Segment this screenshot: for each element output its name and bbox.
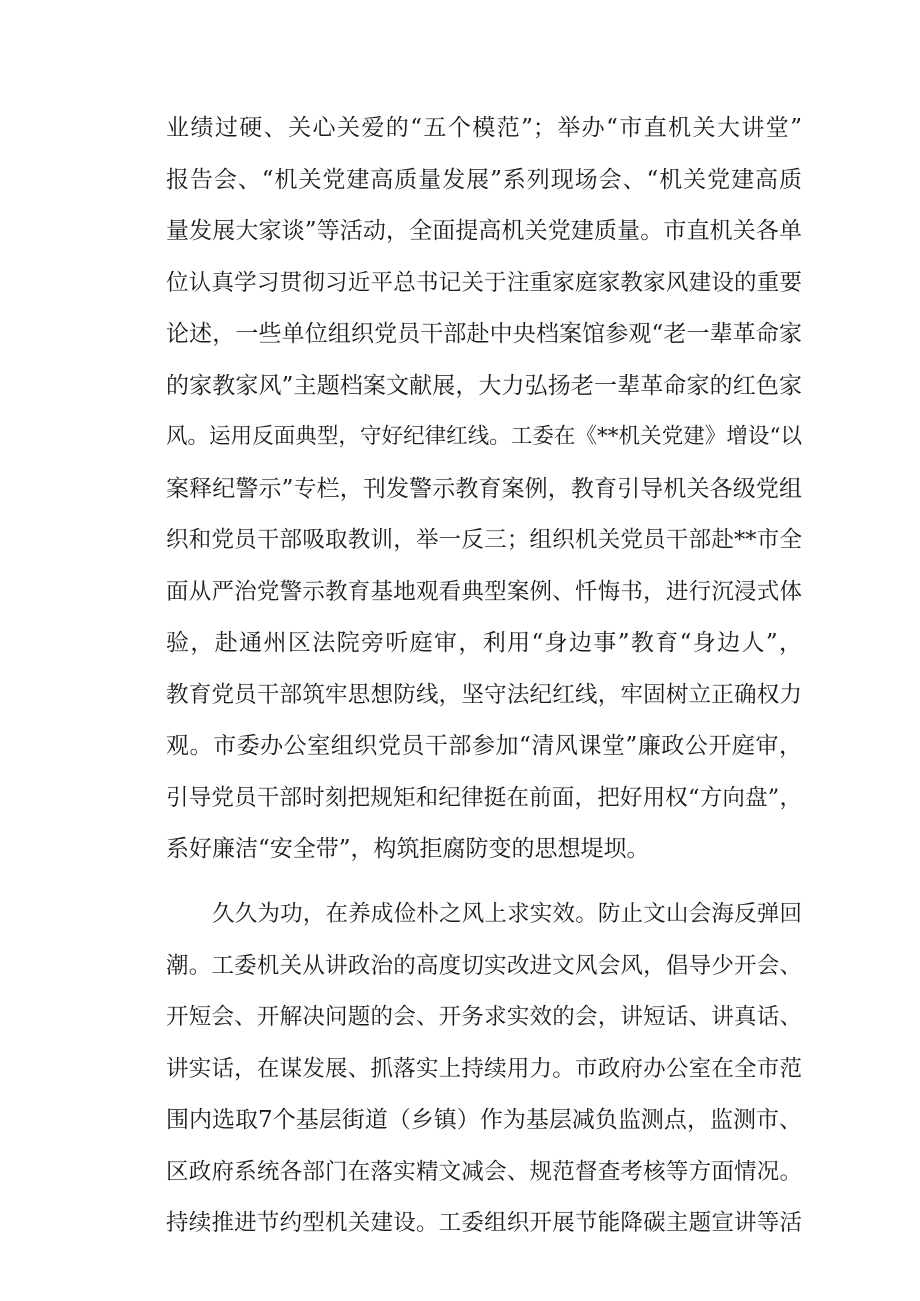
- text-line: 风。运用反面典型，守好纪律红线。工委在《**机关党建》增设“以: [166, 424, 802, 449]
- text-line: 织和党员干部吸取教训，举一反三；组织机关党员干部赴**市全: [166, 527, 802, 553]
- text-line: 的家教家风”主题档案文献展，大力弘扬老一辈革命家的红色家: [166, 373, 802, 399]
- text-line: 业绩过硬、关心关爱的“五个模范”；举办“市直机关大讲堂”: [166, 115, 802, 141]
- text-line: 潮。工委机关从讲政治的高度切实改进文风会风，倡导少开会、: [166, 953, 802, 979]
- text-line: 开短会、开解决问题的会、开务求实效的会，讲短话、讲真话、: [166, 1004, 802, 1030]
- text-line: 久久为功，在养成俭朴之风上求实效。防止文山会海反弹回: [212, 901, 802, 927]
- text-line: 验，赴通州区法院旁听庭审，利用“身边事”教育“身边人”，: [166, 630, 802, 656]
- text-line: 讲实话，在谋发展、抓落实上持续用力。市政府办公室在全市范: [166, 1056, 802, 1082]
- text-line: 量发展大家谈”等活动，全面提高机关党建质量。市直机关各单: [166, 218, 802, 244]
- text-line: 面从严治党警示教育基地观看典型案例、忏悔书，进行沉浸式体: [166, 579, 802, 605]
- text-line: 论述，一些单位组织党员干部赴中央档案馆参观“老一辈革命家: [166, 321, 802, 347]
- text-line: 教育党员干部筑牢思想防线，坚守法纪红线，牢固树立正确权力: [166, 682, 802, 708]
- text-line: 报告会、“机关党建高质量发展”系列现场会、“机关党建高质: [166, 167, 802, 193]
- text-line: 观。市委办公室组织党员干部参加“清风课堂”廉政公开庭审，: [166, 733, 802, 759]
- text-line: 持续推进节约型机关建设。工委组织开展节能降碳主题宣讲等活: [166, 1210, 802, 1236]
- text-line: 区政府系统各部门在落实精文减会、规范督查考核等方面情况。: [166, 1159, 802, 1185]
- text-line: 围内选取7个基层街道（乡镇）作为基层减负监测点，监测市、: [166, 1107, 802, 1133]
- text-line: 位认真学习贯彻习近平总书记关于注重家庭家教家风建设的重要: [166, 270, 802, 296]
- text-line: 系好廉洁“安全带”，构筑拒腐防变的思想堤坝。: [166, 836, 650, 862]
- text-line: 案释纪警示”专栏，刊发警示教育案例，教育引导机关各级党组: [166, 476, 802, 502]
- text-line: 引导党员干部时刻把规矩和纪律挺在前面，把好用权“方向盘”，: [166, 785, 802, 811]
